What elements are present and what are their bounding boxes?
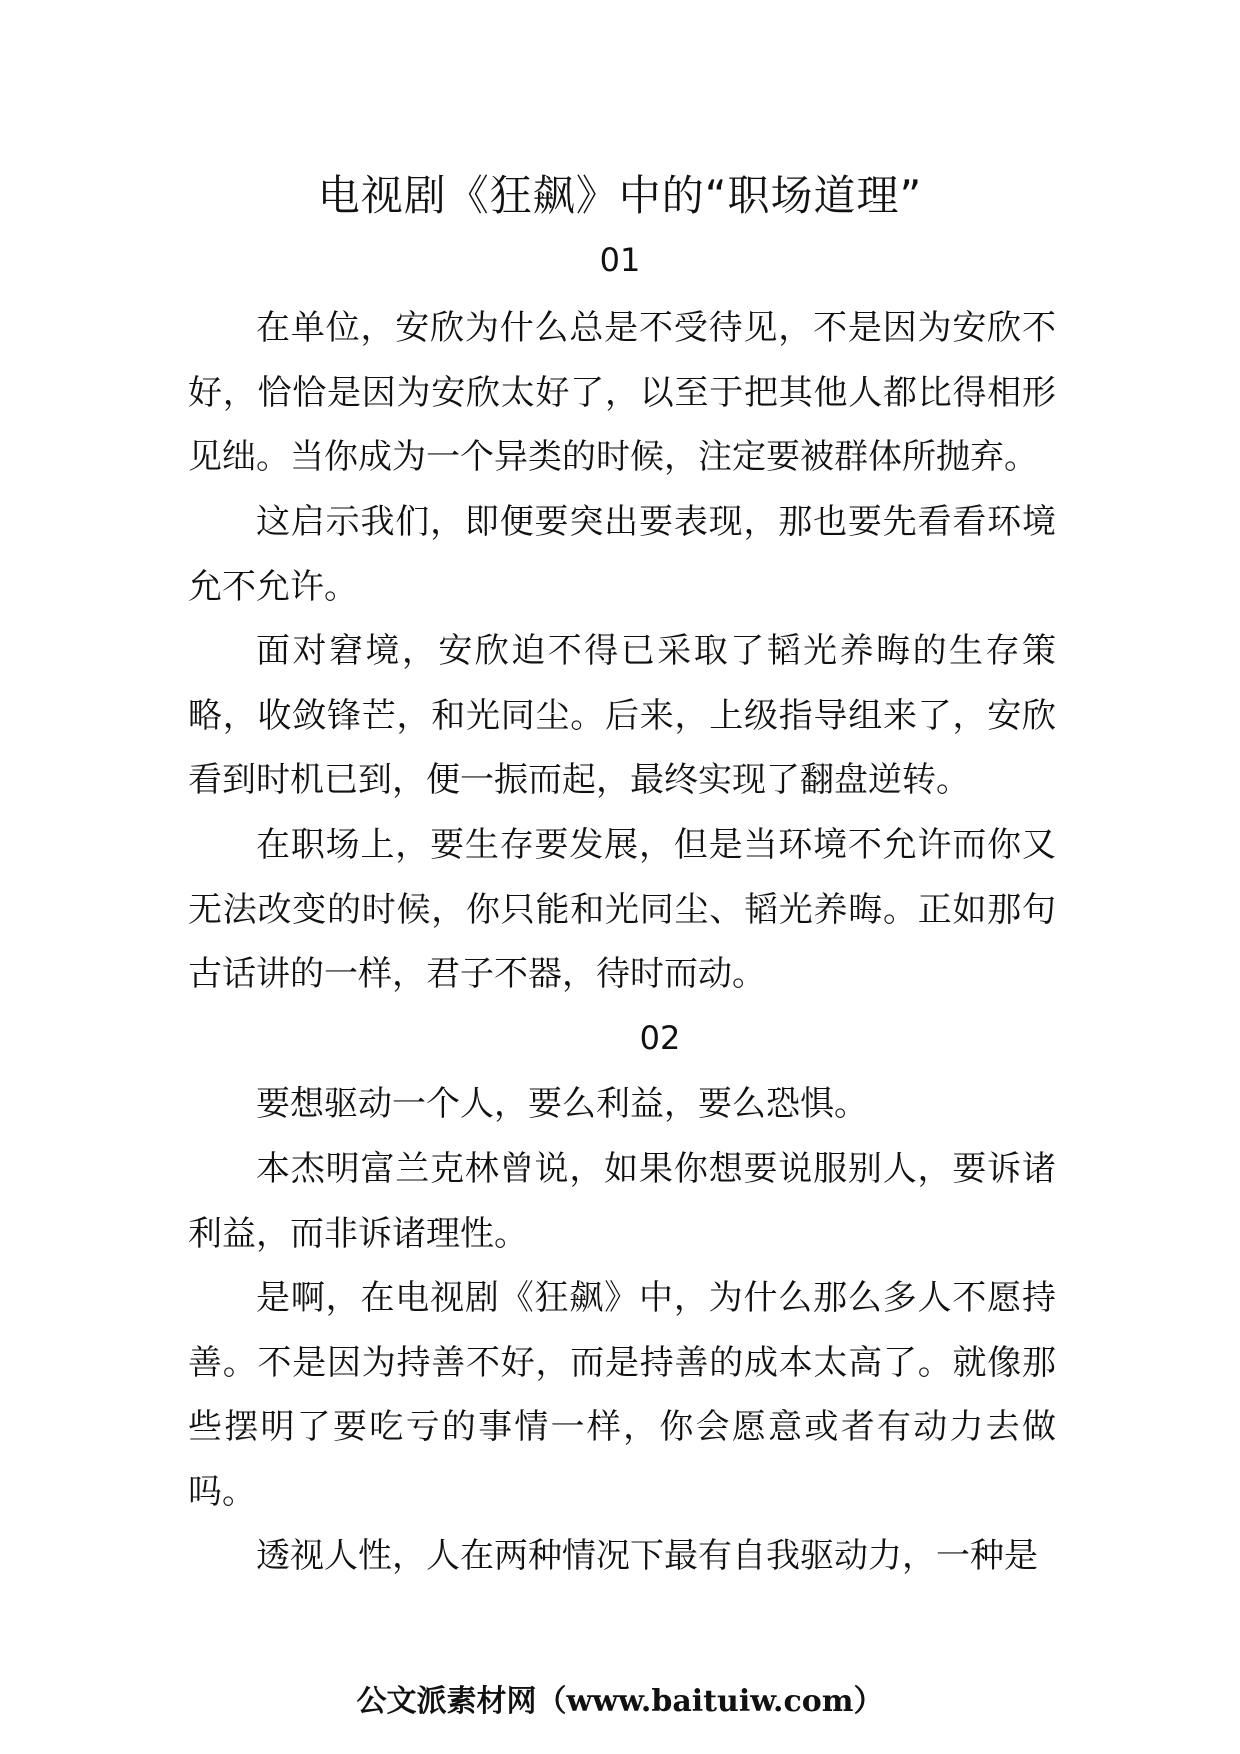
paragraph: 在单位，安欣为什么总是不受待见，不是因为安欣不好，恰恰是因为安欣太好了，以至于把其他人都比得相形见绌。当你成为一个异类的时候，注定要被群体所抛弃。 (188, 308, 1056, 477)
paragraph: 透视人性，人在两种情况下最有自我驱动力，一种是 (256, 1536, 1038, 1576)
paragraph: 是啊，在电视剧《狂飙》中，为什么那么多人不愿持善。不是因为持善不好，而是持善的成本太高了。就像那些摆明了要吃亏的事情一样，你会愿意或者有动力去做吗。 (188, 1278, 1056, 1512)
paragraph: 面对窘境，安欣迫不得已采取了韬光养晦的生存策略，收敛锋芒，和光同尘。后来，上级指导组来了，安欣看到时机已到，便一振而起，最终实现了翻盘逆转。 (188, 631, 1056, 800)
footer-watermark: 公文派素材网（www.baituiw.com） (356, 1684, 884, 1719)
paragraph: 本杰明富兰克林曾说，如果你想要说服别人，要诉诸利益，而非诉诸理性。 (188, 1149, 1056, 1254)
paragraph: 要想驱动一个人，要么利益，要么恐惧。 (256, 1084, 868, 1124)
section-number-02: 02 (639, 1019, 681, 1057)
paragraph: 在职场上，要生存要发展，但是当环境不允许而你又无法改变的时候，你只能和光同尘、韬光养晦。正如那句古话讲的一样，君子不器，待时而动。 (188, 825, 1056, 994)
paragraph: 这启示我们，即便要突出要表现，那也要先看看环境允不允许。 (188, 502, 1056, 607)
document-title: 电视剧《狂飙》中的“职场道理” (317, 171, 923, 220)
section-number-01: 01 (599, 241, 641, 279)
